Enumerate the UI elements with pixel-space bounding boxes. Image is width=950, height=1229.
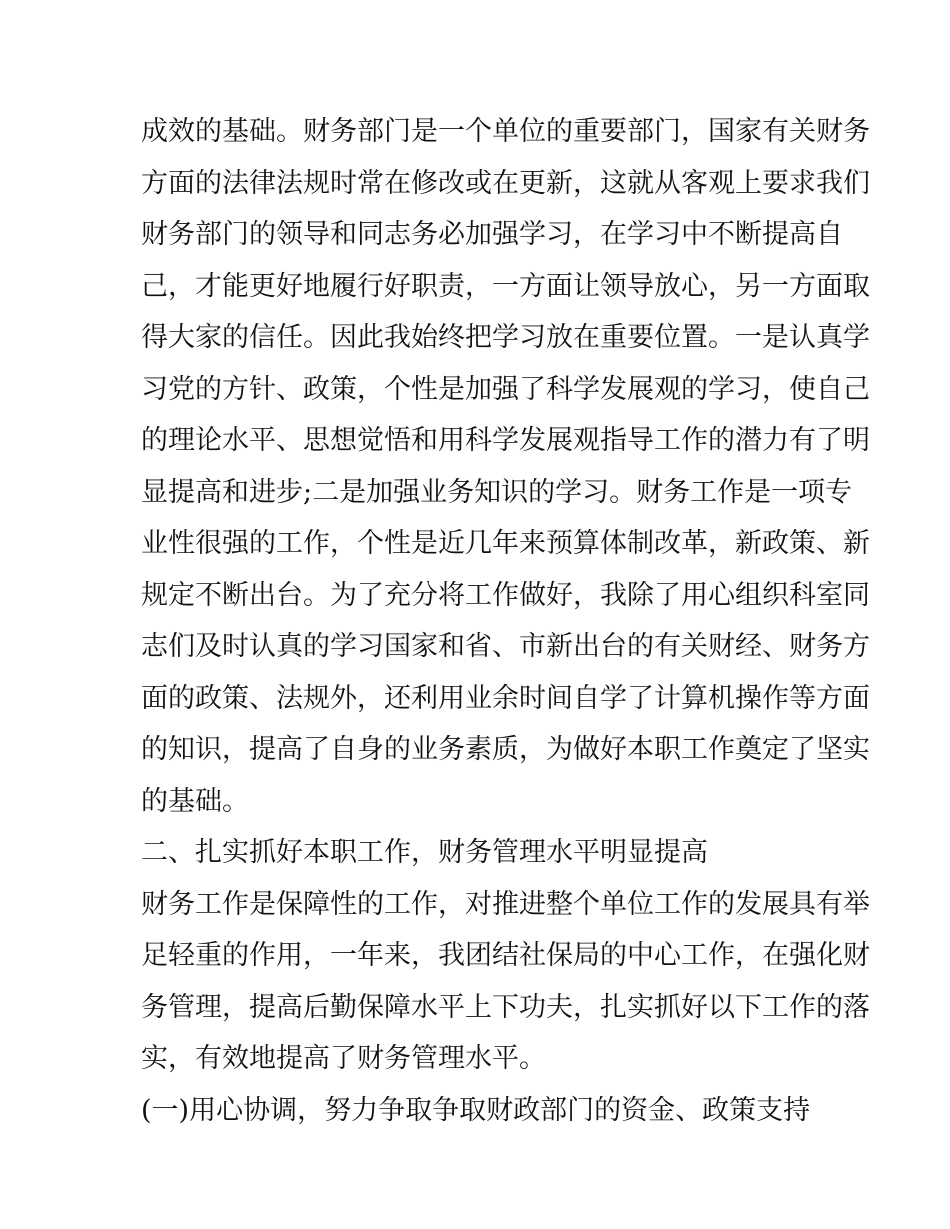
text-line: 得大家的信任。因此我始终把学习放在重要位置。一是认真学 <box>141 322 870 353</box>
text-line: 志们及时认真的学习国家和省、市新出台的有关财经、财务方 <box>141 631 870 662</box>
body-text <box>141 106 870 1136</box>
section-heading: 二、扎实抓好本职工作，财务管理水平明显提高 <box>141 837 708 868</box>
text-line: 面的政策、法规外，还利用业余时间自学了计算机操作等方面 <box>141 682 870 714</box>
text-line: 成效的基础。财务部门是一个单位的重要部门，国家有关财务 <box>141 116 870 147</box>
text-line: 己，才能更好地履行好职责，一方面让领导放心，另一方面取 <box>141 270 870 302</box>
text-line: 实，有效地提高了财务管理水平。 <box>141 1043 546 1074</box>
text-line: 方面的法律法规时常在修改或在更新，这就从客观上要求我们 <box>141 167 870 199</box>
text-line: 的知识，提高了自身的业务素质，为做好本职工作奠定了坚实 <box>141 734 870 765</box>
text-line: 业性很强的工作，个性是近几年来预算体制改革，新政策、新 <box>141 528 870 559</box>
text-line: 的基础。 <box>141 785 249 817</box>
text-line: 显提高和进步;二是加强业务知识的学习。财务工作是一项专 <box>141 476 853 508</box>
text-line: 财务部门的领导和同志务必加强学习，在学习中不断提高自 <box>141 219 843 250</box>
text-line: 的理论水平、思想觉悟和用科学发展观指导工作的潜力有了明 <box>141 425 870 456</box>
subsection-heading: (一)用心协调，努力争取争取财政部门的资金、政策支持 <box>141 1094 811 1126</box>
text-line: 足轻重的作用，一年来，我团结社保局的中心工作，在强化财 <box>141 940 870 971</box>
text-line: 务管理，提高后勤保障水平上下功夫，扎实抓好以下工作的落 <box>141 991 870 1023</box>
text-line: 规定不断出台。为了充分将工作做好，我除了用心组织科室同 <box>141 579 870 611</box>
text-line: 财务工作是保障性的工作，对推进整个单位工作的发展具有举 <box>141 888 870 920</box>
text-line: 习党的方针、政策，个性是加强了科学发展观的学习，使自己 <box>141 373 870 405</box>
